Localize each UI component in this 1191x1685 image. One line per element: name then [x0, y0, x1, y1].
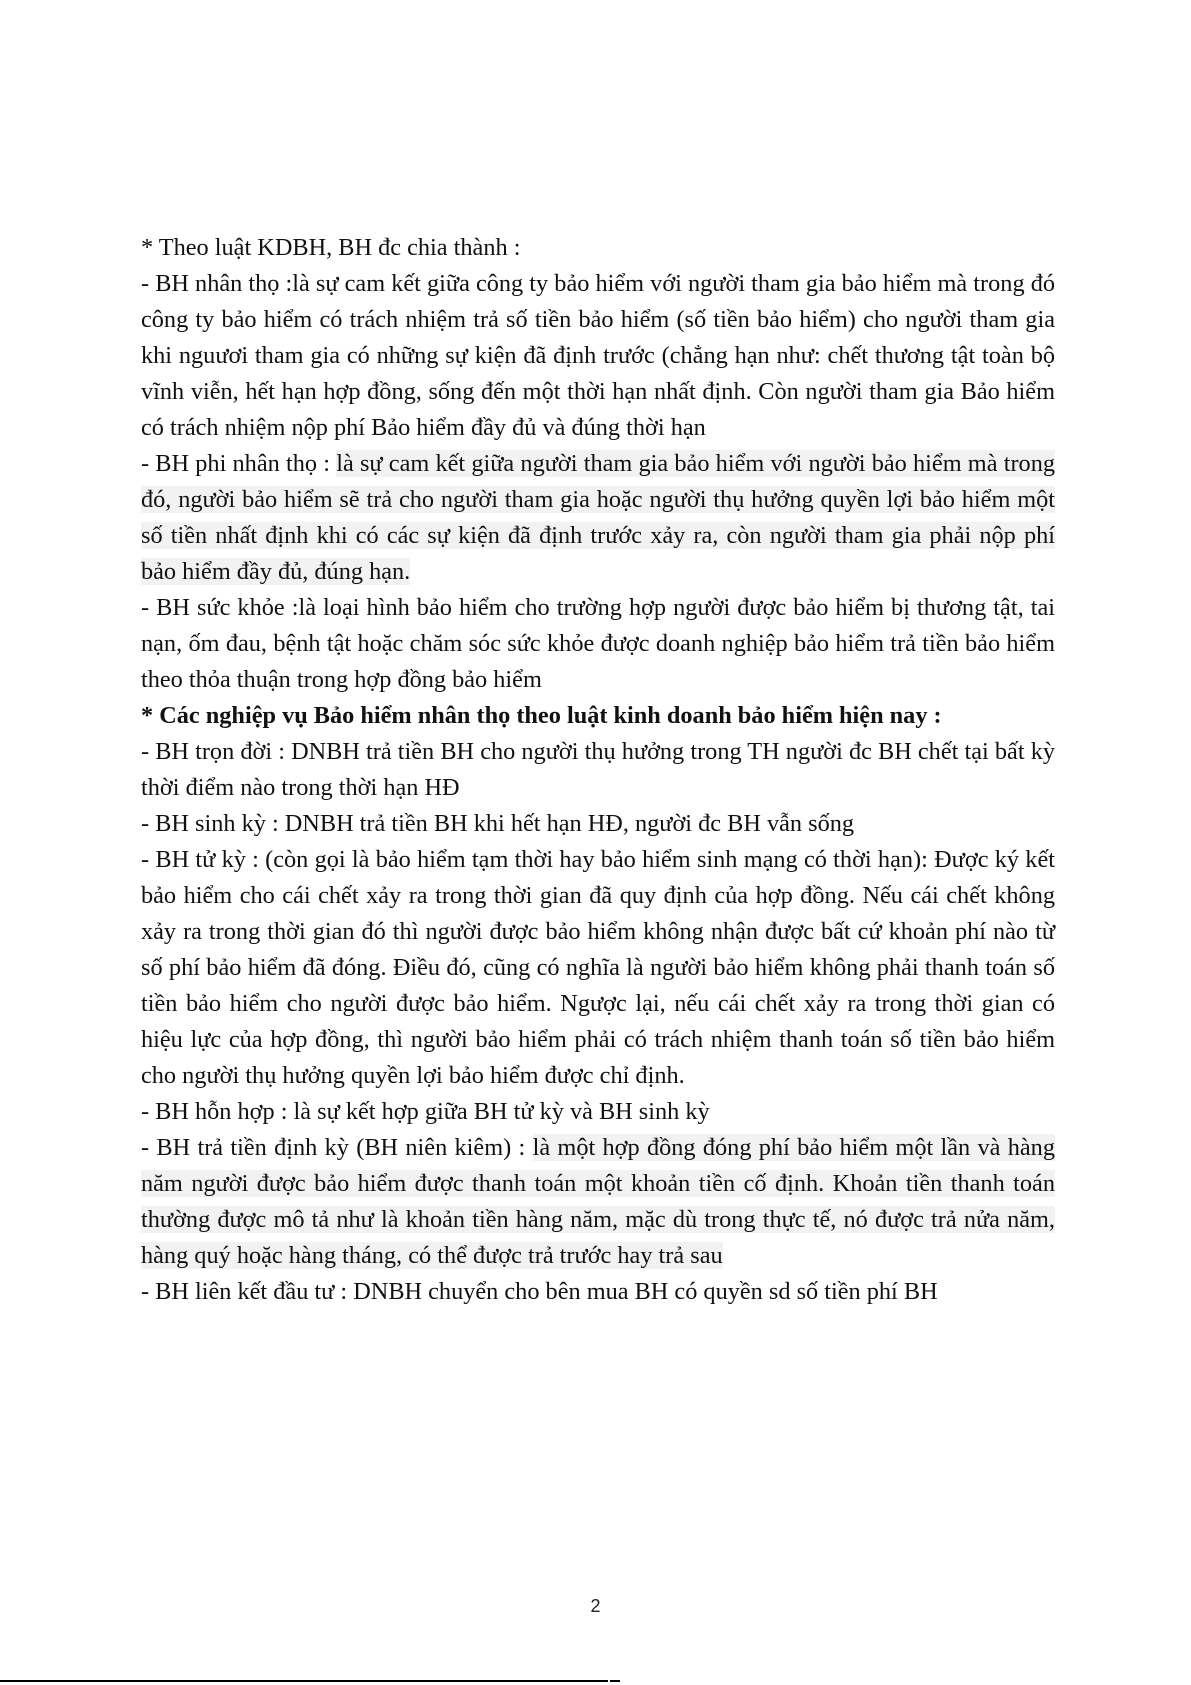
paragraph-non-life-insurance [141, 446, 1055, 590]
paragraph-mixed: - BH hỗn hợp : là sự kết hợp giữa BH tử kỳ và BH sinh kỳ [141, 1098, 710, 1125]
paragraph-life-insurance: - BH nhân thọ :là sự cam kết giữa công ty bảo hiểm với người tham gia bảo hiểm mà trong đó công ty bảo hiểm có trách nhiệm trả số tiền bảo hiểm (số tiền bảo hiểm) cho người tham gia khi nguươi tham gia có những sự kiện đã định trước (chẳng hạn như: chết thương tật toàn bộ vĩnh viễn, hết hạn hợp đồng, sống đến một thời hạn nhất định. Còn người tham gia Bảo hiểm có trách nhiệm nộp phí Bảo hiểm đầy đủ và đúng thời hạn [141, 270, 1055, 441]
paragraph-intro: * Theo luật KDBH, BH đc chia thành : [141, 234, 521, 261]
page-number: 2 [590, 1596, 601, 1616]
paragraph-endowment: - BH sinh kỳ : DNBH trả tiền BH khi hết hạn HĐ, người đc BH vẫn sống [141, 810, 855, 837]
paragraph-whole-life: - BH trọn đời : DNBH trả tiền BH cho người thụ hưởng trong TH người đc BH chết tại bất kỳ thời điểm nào trong thời hạn HĐ [141, 738, 1055, 801]
definition-annuity: là một hợp đồng đóng phí bảo hiểm một lần và hàng năm người được bảo hiểm được thanh toán một khoản tiền cố định. Khoản tiền thanh toán thường được mô tả như là khoản tiền hàng năm, mặc dù trong thực tế, nó được trả nửa năm, hàng quý hoặc hàng tháng, có thể được trả trước hay trả sau [141, 1134, 1055, 1269]
paragraph-annuity [141, 1130, 1055, 1274]
paragraph-investment-linked: - BH liên kết đầu tư : DNBH chuyển cho bên mua BH có quyền sd số tiền phí BH [141, 1278, 938, 1305]
document-body [141, 230, 1055, 1310]
bottom-divider-segment [610, 1680, 620, 1682]
bottom-divider [0, 1680, 608, 1682]
definition-non-life: là sự cam kết giữa người tham gia bảo hiểm với người bảo hiểm mà trong đó, người bảo hiểm sẽ trả cho người tham gia hoặc người thụ hưởng quyền lợi bảo hiểm một số tiền nhất định khi có các sự kiện đã định trước xảy ra, còn người tham gia phải nộp phí bảo hiểm đầy đủ, đúng hạn. [141, 450, 1055, 585]
section-heading: * Các nghiệp vụ Bảo hiểm nhân thọ theo luật kinh doanh bảo hiểm hiện nay : [141, 702, 942, 729]
term-non-life: - BH phi nhân thọ : [141, 450, 337, 477]
term-annuity: - BH trả tiền định kỳ (BH niên kiêm) : [141, 1134, 533, 1161]
paragraph-health-insurance: - BH sức khỏe :là loại hình bảo hiểm cho trường hợp người được bảo hiểm bị thương tật, tai nạn, ốm đau, bệnh tật hoặc chăm sóc sức khỏe được doanh nghiệp bảo hiểm trả tiền bảo hiểm theo thỏa thuận trong hợp đồng bảo hiểm [141, 594, 1055, 693]
paragraph-term-life: - BH tử kỳ : (còn gọi là bảo hiểm tạm thời hay bảo hiểm sinh mạng có thời hạn): Được ký kết bảo hiểm cho cái chết xảy ra trong thời gian đã quy định của hợp đồng. Nếu cái chết không xảy ra trong thời gian đó thì người được bảo hiểm không nhận được bất cứ khoản phí nào từ số phí bảo hiểm đã đóng. Điều đó, cũng có nghĩa là người bảo hiểm không phải thanh toán số tiền bảo hiểm cho người được bảo hiểm. Ngược lại, nếu cái chết xảy ra trong thời gian có hiệu lực của hợp đồng, thì người bảo hiểm phải có trách nhiệm thanh toán số tiền bảo hiểm cho người thụ hưởng quyền lợi bảo hiểm được chỉ định. [141, 846, 1055, 1089]
